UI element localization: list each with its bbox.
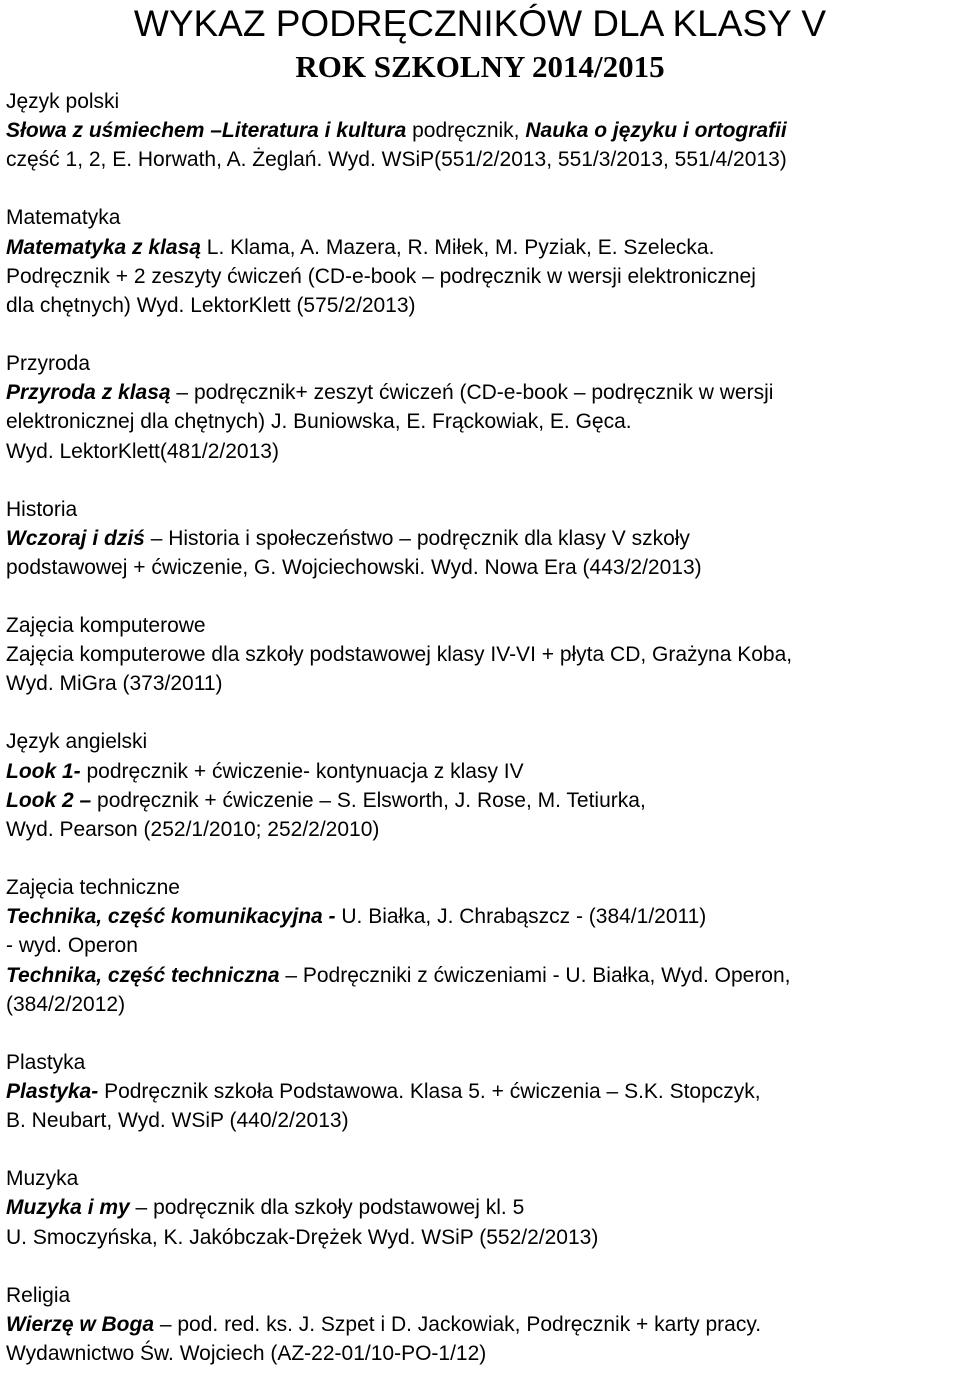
entry-line [6, 641, 792, 669]
entry-line [6, 1078, 761, 1106]
entry-text: podstawowej + ćwiczenie, G. Wojciechowski. Wyd. Nowa Era (443/2/2013) [6, 556, 702, 579]
entry-line [6, 816, 379, 844]
entry-text: dla chętnych) Wyd. LektorKlett (575/2/2013) [6, 294, 416, 317]
entry-text: – podręcznik dla szkoły podstawowej kl. 5 [129, 1196, 525, 1220]
entry-text: Wyd. LektorKlett(481/2/2013) [6, 439, 279, 463]
entry-text: Podręcznik szkoła Podstawowa. Klasa 5. + ćwiczenia – S.K. Stopczyk, [98, 1080, 761, 1103]
section-heading: Przyroda [6, 352, 91, 375]
section-heading: Muzyka [6, 1167, 79, 1191]
entry-line [6, 670, 223, 698]
entry-line [6, 525, 690, 553]
entry-line [6, 263, 756, 291]
section-heading: Religia [6, 1283, 71, 1307]
entry-line [6, 1194, 524, 1222]
entry-text: U. Białka, J. Chrabąszcz - (384/1/2011) [335, 905, 707, 929]
section-heading: Historia [6, 497, 78, 521]
entry-text: - wyd. Operon [6, 934, 138, 958]
page-title: WYKAZ PODRĘCZNIKÓW DLA KLASY V [133, 3, 827, 44]
entry-text: elektronicznej dla chętnych) J. Buniowska, E. Frąckowiak, E. Gęca. [6, 410, 632, 434]
entry-text: L. Klama, A. Mazera, R. Miłek, M. Pyziak, E. Szelecka. [200, 235, 715, 259]
book-title: Look 2 – [6, 788, 92, 812]
book-title: Muzyka i my [6, 1196, 130, 1220]
book-title: Plastyka- [6, 1080, 99, 1103]
section-heading: Plastyka [6, 1050, 86, 1074]
book-title: Look 1- [6, 759, 81, 783]
book-title: Technika, część komunikacyjna - [6, 905, 336, 929]
entry-line [6, 554, 702, 582]
book-title: Słowa z uśmiechem –Literatura i kultura [6, 119, 407, 143]
entry-text: Podręcznik + 2 zeszyty ćwiczeń (CD-e-book – podręcznik w wersji elektronicznej [6, 264, 756, 288]
section-heading: Język polski [6, 90, 120, 113]
entry-line [6, 234, 714, 262]
entry-text: – Podręczniki z ćwiczeniami - U. Białka, Wyd. Operon, [279, 963, 791, 987]
entry-text: Zajęcia komputerowe dla szkoły podstawowej klasy IV-VI + płyta CD, Grażyna Koba, [6, 643, 793, 667]
book-title: Wierzę w Boga [6, 1312, 155, 1336]
entry-line [6, 1340, 486, 1368]
entry-text: część 1, 2, E. Horwath, A. Żeglań. Wyd. WSiP(551/2/2013, 551/3/2013, 551/4/2013) [6, 148, 787, 172]
entry-text: podręcznik, [406, 119, 526, 143]
entry-line [6, 379, 773, 407]
entry-line [6, 146, 787, 174]
entry-line [6, 903, 706, 931]
entry-text: B. Neubart, Wyd. WSiP (440/2/2013) [6, 1109, 349, 1133]
entry-text: Wyd. MiGra (373/2011) [6, 672, 223, 696]
entry-text: – pod. red. ks. J. Szpet i D. Jackowiak, Podręcznik + karty pracy. [154, 1312, 762, 1336]
book-title: Przyroda z klasą [6, 381, 171, 405]
entry-line [6, 292, 416, 320]
book-title: Matematyka z klasą [6, 235, 201, 259]
entry-line [6, 1107, 349, 1135]
page-subtitle: ROK SZKOLNY 2014/2015 [295, 49, 665, 84]
entry-line [6, 1311, 761, 1339]
entry-text: (384/2/2012) [6, 992, 126, 1016]
entry-text: – Historia i społeczeństwo – podręcznik dla klasy V szkoły [144, 526, 690, 550]
entry-text: – podręcznik+ zeszyt ćwiczeń (CD-e-book – podręcznik w wersji [170, 381, 774, 405]
entry-line [6, 932, 138, 960]
entry-line [6, 787, 646, 815]
book-title: Technika, część techniczna [6, 963, 280, 987]
entry-text: U. Smoczyńska, K. Jakóbczak-Drężek Wyd. WSiP (552/2/2013) [6, 1225, 599, 1249]
entry-line [6, 1224, 598, 1252]
section-heading: Zajęcia komputerowe [6, 614, 206, 637]
entry-line [6, 438, 279, 466]
book-title: Nauka o języku i ortografii [525, 119, 787, 143]
entry-line [6, 991, 125, 1019]
entry-text: podręcznik + ćwiczenie – S. Elsworth, J. Rose, M. Tetiurka, [91, 788, 646, 812]
entry-line [6, 758, 524, 786]
section-heading: Zajęcia techniczne [6, 876, 180, 899]
entry-text: Wydawnictwo Św. Wojciech (AZ-22-01/10-PO-1/12) [6, 1342, 487, 1365]
entry-line [6, 962, 791, 990]
entry-text: Wyd. Pearson (252/1/2010; 252/2/2010) [6, 818, 380, 841]
section-heading: Język angielski [6, 730, 148, 754]
entry-line [6, 117, 787, 145]
section-heading: Matematyka [6, 206, 121, 230]
entry-text: podręcznik + ćwiczenie- kontynuacja z klasy IV [80, 759, 524, 783]
book-title: Wczoraj i dziś [6, 526, 145, 550]
entry-line [6, 408, 632, 436]
